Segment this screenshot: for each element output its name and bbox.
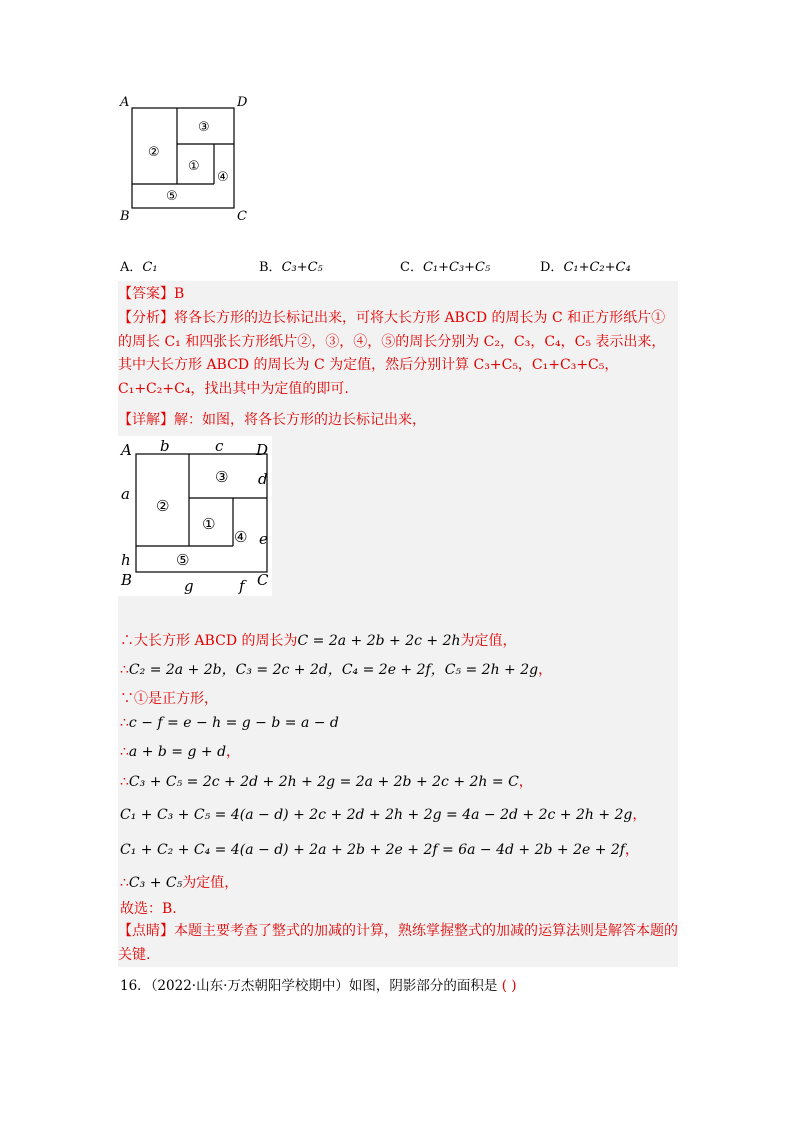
piece-5: ⑤	[166, 189, 178, 204]
corner-d: D	[237, 95, 248, 110]
piece-4-b: ④	[234, 528, 248, 546]
figure-rectangle-abcd	[118, 93, 258, 228]
edge-g: g	[184, 577, 194, 595]
piece-5-b: ⑤	[176, 551, 190, 569]
derivation-line-10: 故选：B.	[120, 901, 177, 917]
answer-bracket[interactable]: ( )	[501, 978, 517, 994]
derivation-line-6: ∴C₃ + C₅ = 2c + 2d + 2h + 2g = 2a + 2b + 2c + 2h = C，	[120, 774, 533, 790]
choice-b[interactable]: B．C₃+C₅	[259, 260, 323, 275]
comment-paragraph: 【点睛】本题主要考查了整式的加减的计算，熟练掌握整式的加减的运算法则是解答本题的关键.	[118, 923, 678, 963]
piece-1-b: ①	[202, 515, 216, 533]
derivation-line-4: ∴c − f = e − h = g − b = a − d	[120, 715, 339, 731]
analysis-paragraph: 【分析】将各长方形的边长标记出来，可将大长方形 ABCD 的周长为 C 和正方形纸片①的周长 C₁ 和四张长方形纸片②，③，④，⑤的周长分别为 C₂，C₃，C₄，C₅ 表示出来，其中大长方形 ABCD 的周长为 C 为定值，然后分别计算 C₃+C₅，C₁+C₃+C₅，C₁+C₂+C₄，找出其中为定值的即可.	[118, 310, 666, 397]
question-16: 16．（2022·山东·万杰朝阳学校期中）如图，阴影部分的面积是 ( )	[120, 978, 517, 994]
figure-labeled-rectangle	[118, 436, 272, 596]
edge-c: c	[215, 437, 224, 455]
piece-4: ④	[217, 170, 229, 185]
derivation-line-1: ∴大长方形 ABCD 的周长为C = 2a + 2b + 2c + 2h为定值，	[120, 633, 517, 649]
derivation-line-2: ∴C₂ = 2a + 2b，C₃ = 2c + 2d，C₄ = 2e + 2f，C₅ = 2h + 2g，	[120, 662, 553, 678]
edge-d: d	[258, 470, 268, 488]
edge-f: f	[239, 577, 245, 595]
corner-b: B	[120, 209, 130, 224]
answer-line: 【答案】B	[118, 286, 185, 302]
piece-3: ③	[198, 120, 210, 135]
choice-a[interactable]: A．C₁	[120, 260, 158, 275]
derivation-line-9: ∴C₃ + C₅为定值，	[120, 875, 239, 891]
edge-h: h	[121, 551, 131, 569]
corner-b-2: B	[121, 571, 133, 589]
edge-e: e	[259, 530, 268, 548]
derivation-line-3: ∵①是正方形，	[120, 691, 218, 707]
detail-heading: 【详解】解：如图，将各长方形的边长标记出来，	[118, 412, 426, 428]
derivation-line-5: ∴a + b = g + d，	[120, 744, 241, 760]
derivation-line-8: C₁ + C₂ + C₄ = 4(a − d) + 2a + 2b + 2e + 2f = 6a − 4d + 2b + 2e + 2f，	[120, 842, 639, 858]
corner-a-2: A	[121, 441, 132, 459]
corner-d-2: D	[256, 441, 269, 459]
choice-c[interactable]: C．C₁+C₃+C₅	[400, 260, 491, 275]
piece-2-b: ②	[156, 497, 170, 515]
corner-a: A	[120, 95, 130, 110]
edge-b: b	[160, 437, 170, 455]
piece-3-b: ③	[215, 468, 229, 486]
choice-d[interactable]: D．C₁+C₂+C₄	[540, 260, 631, 275]
corner-c: C	[237, 209, 247, 224]
piece-1: ①	[188, 159, 200, 174]
corner-c-2: C	[257, 571, 269, 589]
answer-choices	[0, 256, 800, 278]
piece-2: ②	[148, 145, 160, 160]
derivation-line-7: C₁ + C₃ + C₅ = 4(a − d) + 2c + 2d + 2h + 2g = 4a − 2d + 2c + 2h + 2g，	[120, 807, 647, 823]
edge-a: a	[121, 485, 130, 503]
